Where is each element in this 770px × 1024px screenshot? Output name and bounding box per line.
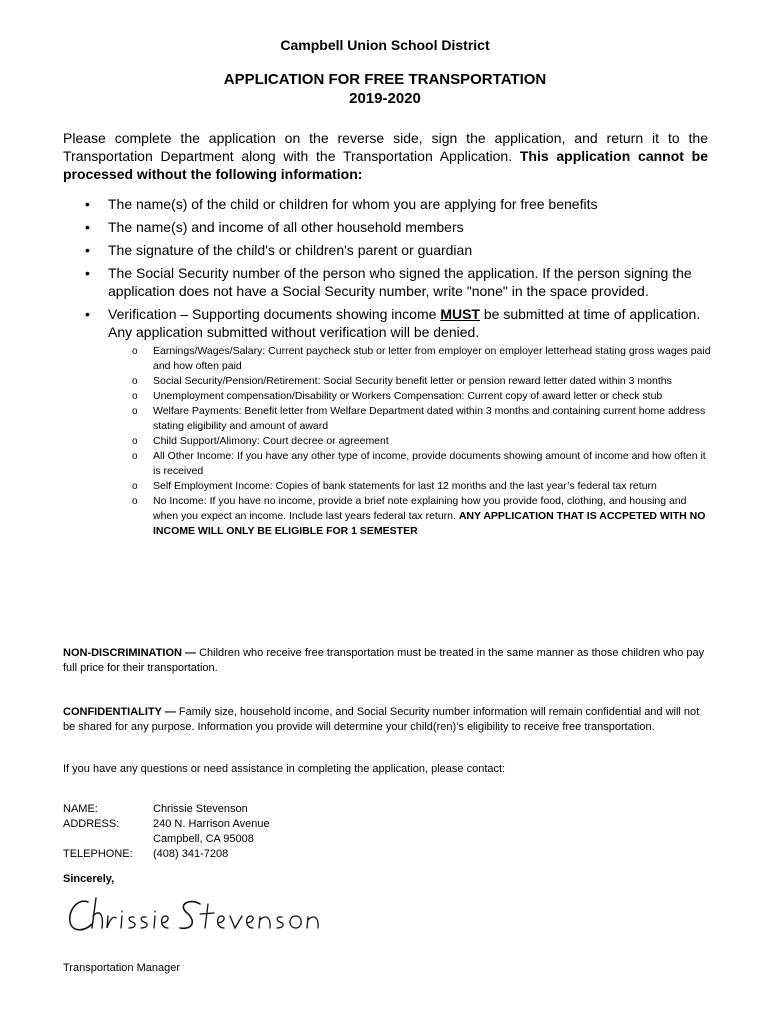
- document-item: o Self Employment Income: Copies of bank statements for last 12 months and the last year’s federal tax return: [108, 479, 713, 494]
- nondiscrimination-label: NON-DISCRIMINATION —: [63, 647, 197, 659]
- confidentiality-paragraph: [63, 705, 708, 735]
- requirement-item: • The name(s) of the child or children for whom you are applying for free benefits: [63, 195, 713, 213]
- no-income-item: [108, 494, 713, 539]
- title-text: APPLICATION FOR FREE TRANSPORTATION: [223, 71, 547, 88]
- address-label: ADDRESS:: [63, 818, 120, 830]
- requirements-list: [63, 195, 713, 544]
- verification-documents-list: [108, 344, 713, 539]
- contact-name: Chrissie Stevenson: [153, 803, 248, 815]
- document-item: o Child Support/Alimony: Court decree or agreement: [108, 434, 713, 449]
- no-income-warning: ANY APPLICATION THAT IS ACCPETED WITH NO INCOME WILL ONLY BE ELIGIBLE FOR 1 SEMESTER: [153, 510, 706, 537]
- contact-phone-row: [63, 847, 270, 862]
- nondiscrimination-paragraph: [63, 646, 708, 676]
- questions-paragraph: If you have any questions or need assistance in completing the application, please contact:: [63, 763, 506, 775]
- intro-paragraph: [63, 129, 708, 183]
- intro-bold-text: This application cannot be processed without the following information:: [63, 148, 709, 182]
- address-line-1: 240 N. Harrison Avenue: [153, 818, 270, 830]
- must-emphasis: MUST: [440, 306, 480, 322]
- contact-name-row: [63, 802, 270, 817]
- sincerely-text: Sincerely,: [63, 873, 115, 885]
- handwritten-signature: [66, 890, 326, 938]
- document-title: [0, 70, 770, 108]
- name-label: NAME:: [63, 803, 98, 815]
- district-name: Campbell Union School District: [280, 37, 490, 53]
- requirement-item: • The name(s) and income of all other household members: [63, 218, 713, 236]
- contact-address-row: [63, 817, 270, 832]
- contact-address-row-2: [63, 832, 270, 847]
- contact-block: [63, 802, 270, 862]
- document-item: o Welfare Payments: Benefit letter from Welfare Department dated within 3 months and containing current home address stating eligibility and amount of award: [108, 404, 713, 434]
- document-item: o Social Security/Pension/Retirement: Social Security benefit letter or pension reward letter dated within 3 months: [108, 374, 713, 389]
- contact-phone: (408) 341-7208: [153, 848, 229, 860]
- verification-text-start: Verification – Supporting documents showing income: [108, 306, 437, 322]
- no-income-text: No Income: If you have no income, provide a brief note explaining how you provide food, clothing, and housing and when you expect an income. Include last years federal tax return.: [153, 495, 687, 522]
- verification-text-end: be submitted at time of application. Any application submitted without verification will be denied.: [108, 306, 701, 340]
- verification-item: [63, 305, 713, 539]
- document-item: o All Other Income: If you have any other type of income, provide documents showing amount of income and how often it is received: [108, 449, 713, 479]
- signatory-title: Transportation Manager: [63, 962, 180, 974]
- document-item: o Earnings/Wages/Salary: Current paycheck stub or letter from employer on employer letterhead stating gross wages paid and how often paid: [108, 344, 713, 374]
- nondiscrimination-text: Children who receive free transportation must be treated in the same manner as those children who pay full price for their transportation.: [63, 647, 705, 674]
- school-year: 2019-2020: [349, 90, 421, 107]
- confidentiality-text: Family size, household income, and Social Security number information will remain confidential and will not be shared for any purpose. Information you provide will determine your child(ren)’s eligibility to receive free transportation.: [63, 706, 700, 733]
- document-item: o Unemployment compensation/Disability or Workers Compensation: Current copy of award letter or check stub: [108, 389, 713, 404]
- address-line-2: Campbell, CA 95008: [153, 833, 254, 845]
- intro-text: Please complete the application on the reverse side, sign the application, and return it to the Transportation Department along with the Transportation Application.: [63, 130, 708, 164]
- telephone-label: TELEPHONE:: [63, 848, 133, 860]
- requirement-item: • The signature of the child's or children's parent or guardian: [63, 241, 713, 259]
- confidentiality-label: CONFIDENTIALITY —: [63, 706, 176, 718]
- requirement-item: • The Social Security number of the person who signed the application. If the person signing the application does not have a Social Security number, write "none" in the space provided.: [63, 264, 713, 300]
